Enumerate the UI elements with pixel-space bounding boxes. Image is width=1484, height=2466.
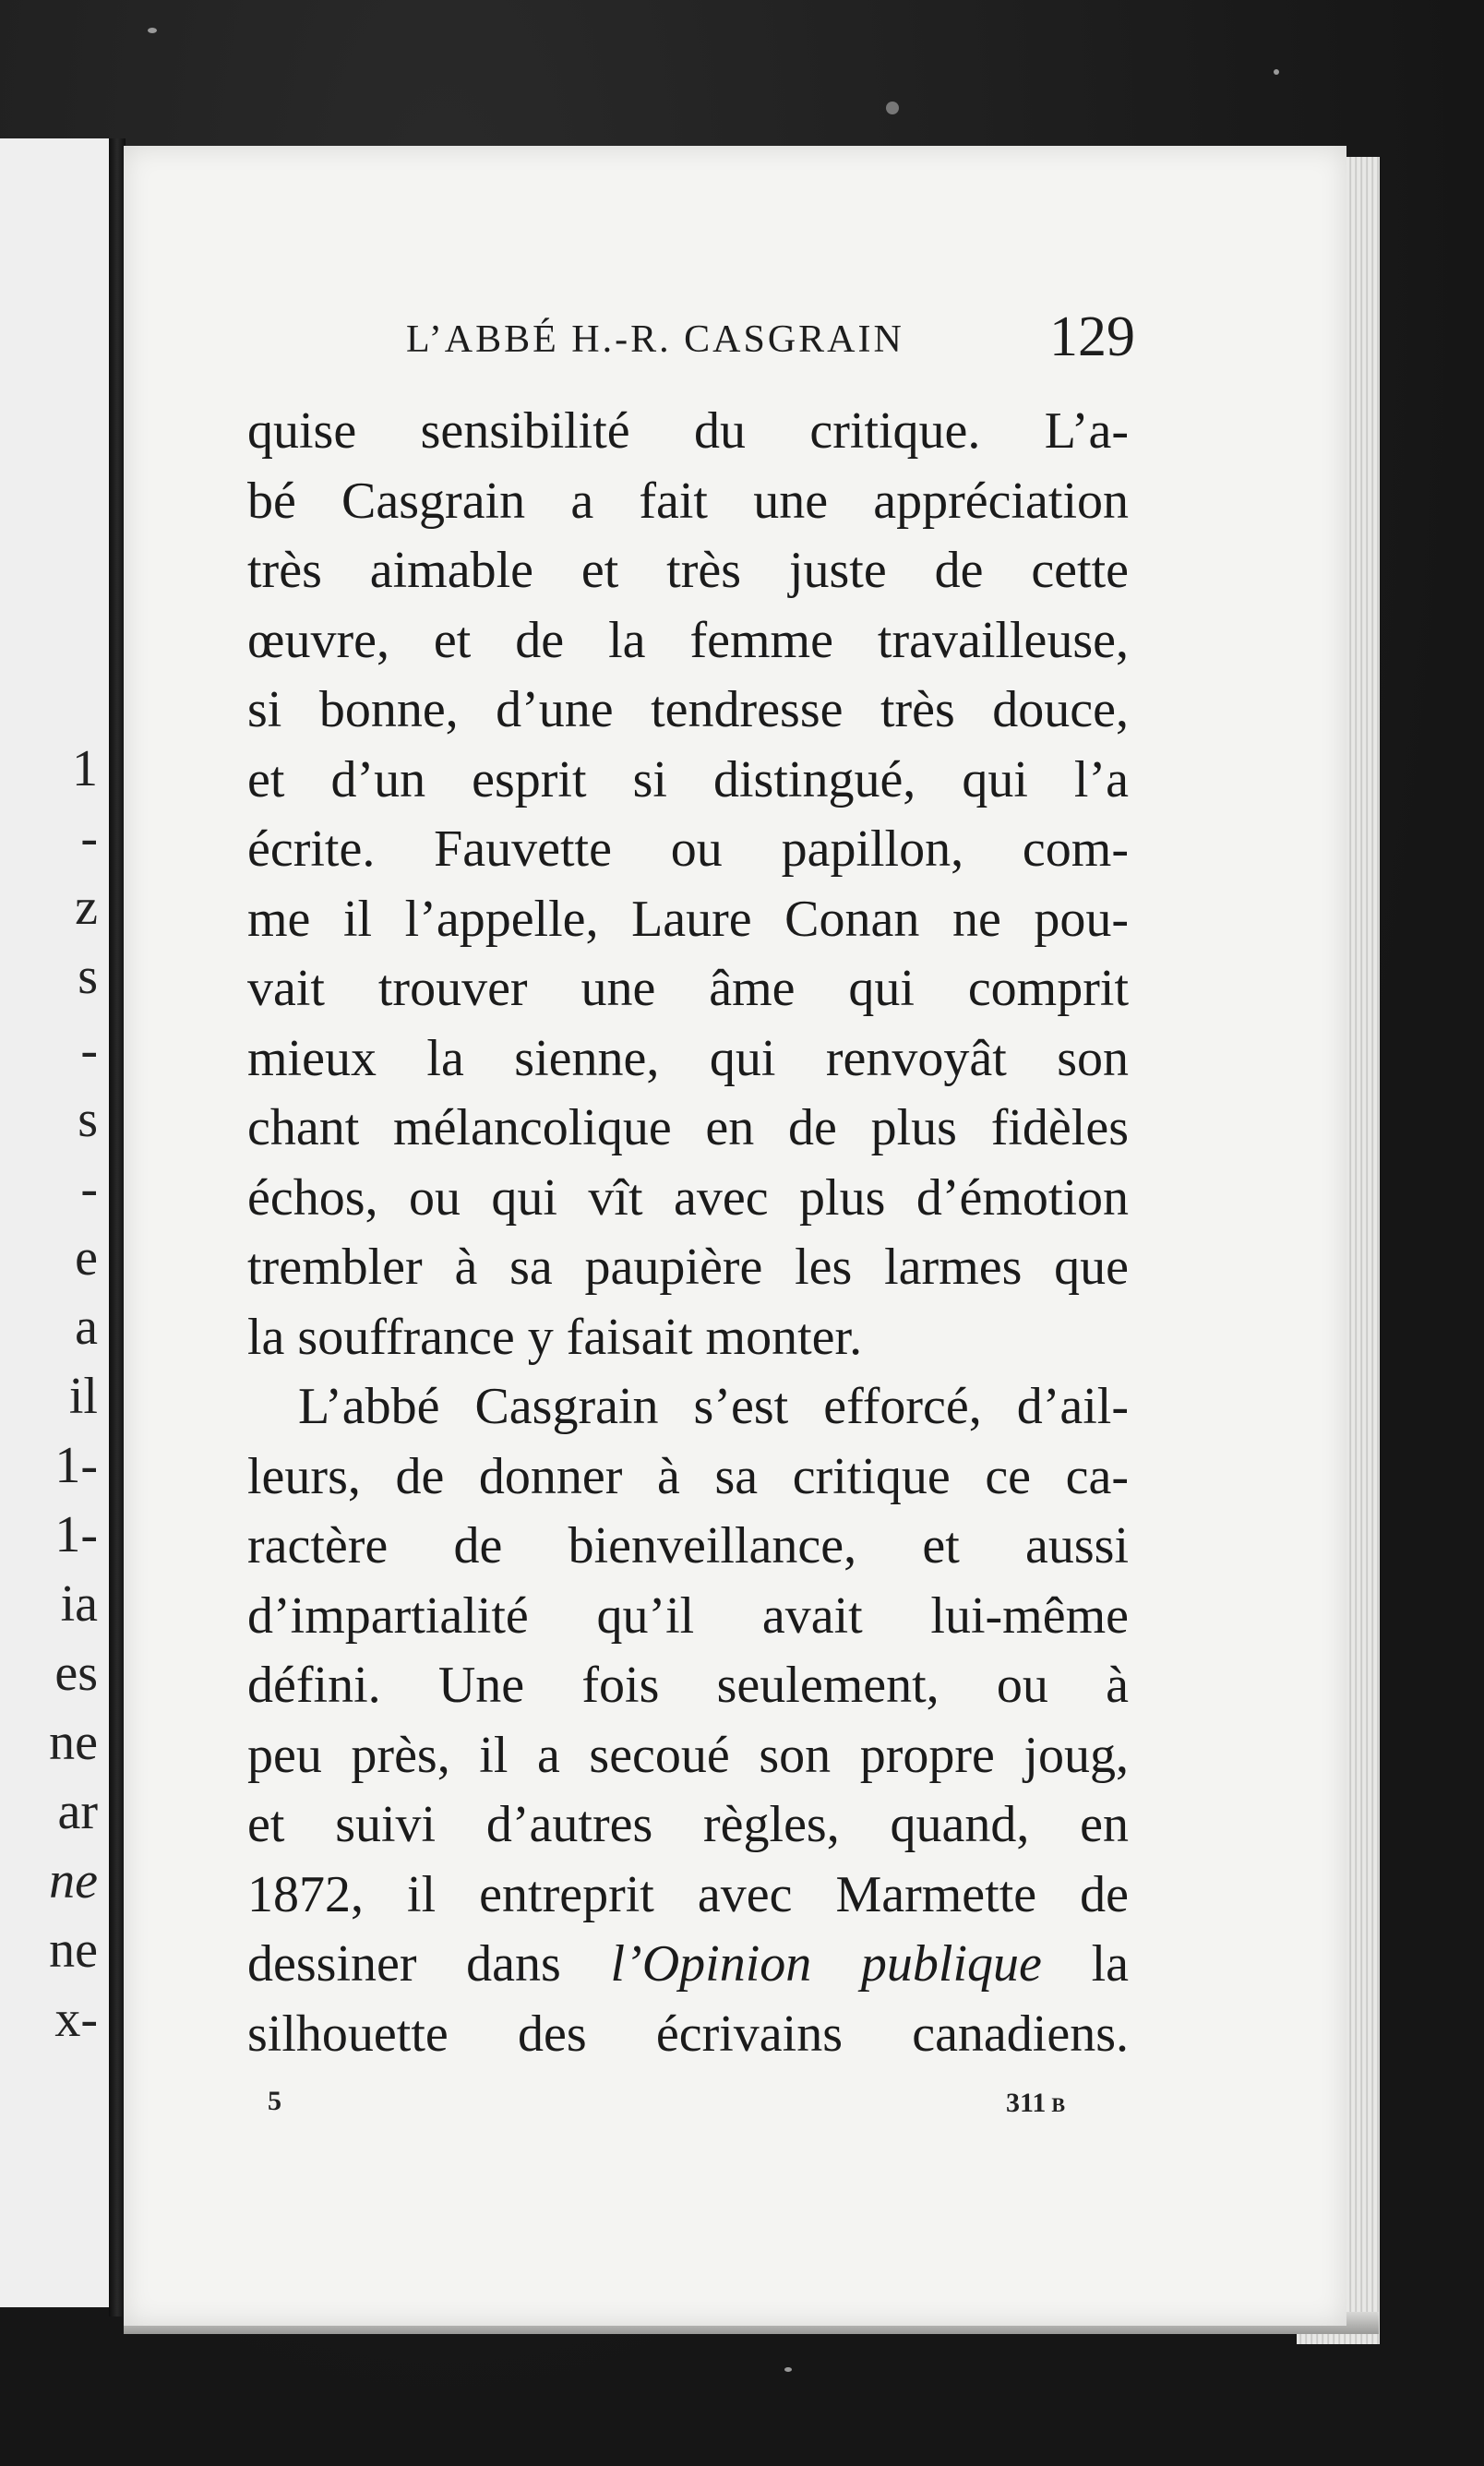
text-run: la	[1041, 1935, 1129, 1993]
dust-speck	[784, 2367, 792, 2372]
left-page-fragment: s	[78, 948, 98, 1005]
text-line: chant mélancolique en de plus fidèles	[247, 1099, 1129, 1156]
left-page-fragment: ar	[57, 1783, 98, 1840]
running-title: L’ABBÉ H.-R. CASGRAIN	[406, 318, 904, 361]
left-page-fragment: -	[80, 1160, 98, 1217]
dust-speck	[148, 28, 157, 33]
text-line: trembler à sa paupière les larmes que	[247, 1239, 1129, 1296]
text-line: L’abbé Casgrain s’est efforcé, d’ail-	[298, 1378, 1129, 1435]
left-page-fragment: ia	[60, 1575, 98, 1633]
text-line: leurs, de donner à sa critique ce ca-	[247, 1447, 1129, 1505]
left-page-fragment: s	[78, 1091, 98, 1148]
signature-number: 311	[1006, 2088, 1047, 2118]
dust-speck	[1274, 69, 1279, 75]
left-page-fragment: e	[75, 1229, 98, 1287]
italic-title: l’Opinion publique	[610, 1935, 1042, 1993]
text-line: œuvre, et de la femme travailleuse,	[247, 611, 1129, 669]
text-line: très aimable et très juste de cette	[247, 542, 1129, 599]
text-line: ractère de bienveillance, et aussi	[247, 1517, 1129, 1574]
signature-mark-right	[1006, 2088, 1065, 2119]
body-text	[247, 397, 1129, 2069]
left-page-fragment: x-	[54, 1991, 98, 2048]
text-line: quise sensibilité du critique. L’a-	[247, 402, 1129, 460]
left-page-fragment: ne	[49, 1852, 98, 1909]
text-line: échos, ou qui vît avec plus d’émotion	[247, 1168, 1129, 1227]
text-line: défini. Une fois seulement, ou à	[247, 1657, 1129, 1714]
paragraph-2	[247, 1372, 1129, 2069]
left-page-fragment: il	[68, 1368, 98, 1425]
dust-speck	[886, 102, 899, 114]
left-page-fragment: 1	[72, 740, 98, 797]
signature-mark-left: 5	[268, 2086, 281, 2116]
text-line: écrite. Fauvette ou papillon, com-	[247, 820, 1129, 878]
paragraph-1	[247, 397, 1129, 1372]
left-page-fragment: es	[54, 1645, 98, 1702]
running-header	[406, 305, 1135, 378]
left-page-fragment: -	[80, 1022, 98, 1079]
left-page-fragment: 1-	[54, 1506, 98, 1563]
text-run: dessiner dans	[247, 1935, 611, 1993]
text-line: et suivi d’autres règles, quand, en	[247, 1796, 1129, 1853]
previous-page-edge	[0, 138, 118, 2307]
text-line: vait trouver une âme qui comprit	[247, 960, 1129, 1017]
text-line: et d’un esprit si distingué, qui l’a	[247, 750, 1129, 808]
left-page-fragment: a	[75, 1299, 98, 1356]
left-page-fragment: 1-	[54, 1437, 98, 1494]
text-line: d’impartialité qu’il avait lui-même	[247, 1586, 1129, 1645]
text-line: bé Casgrain a fait une appréciation	[247, 472, 1129, 530]
left-page-fragment: z	[75, 879, 98, 936]
text-line: mieux la sienne, qui renvoyât son	[247, 1029, 1129, 1087]
text-line: silhouette des écrivains canadiens.	[247, 2005, 1129, 2063]
text-line: peu près, il a secoué son propre joug,	[247, 1726, 1129, 1784]
left-page-fragment: ne	[49, 1921, 98, 1979]
left-page-fragment: ne	[49, 1714, 98, 1771]
text-line: 1872, il entreprit avec Marmette de	[247, 1865, 1129, 1923]
text-line: me il l’appelle, Laure Conan ne pou-	[247, 890, 1129, 948]
text-line: la souffrance y faisait monter.	[247, 1308, 863, 1366]
text-line	[197, 1930, 1129, 2000]
text-line: si bonne, d’une tendresse très douce,	[247, 681, 1129, 738]
left-page-fragment: -	[80, 809, 98, 867]
page-number: 129	[1049, 305, 1135, 368]
signature-suffix: B	[1051, 2093, 1066, 2116]
